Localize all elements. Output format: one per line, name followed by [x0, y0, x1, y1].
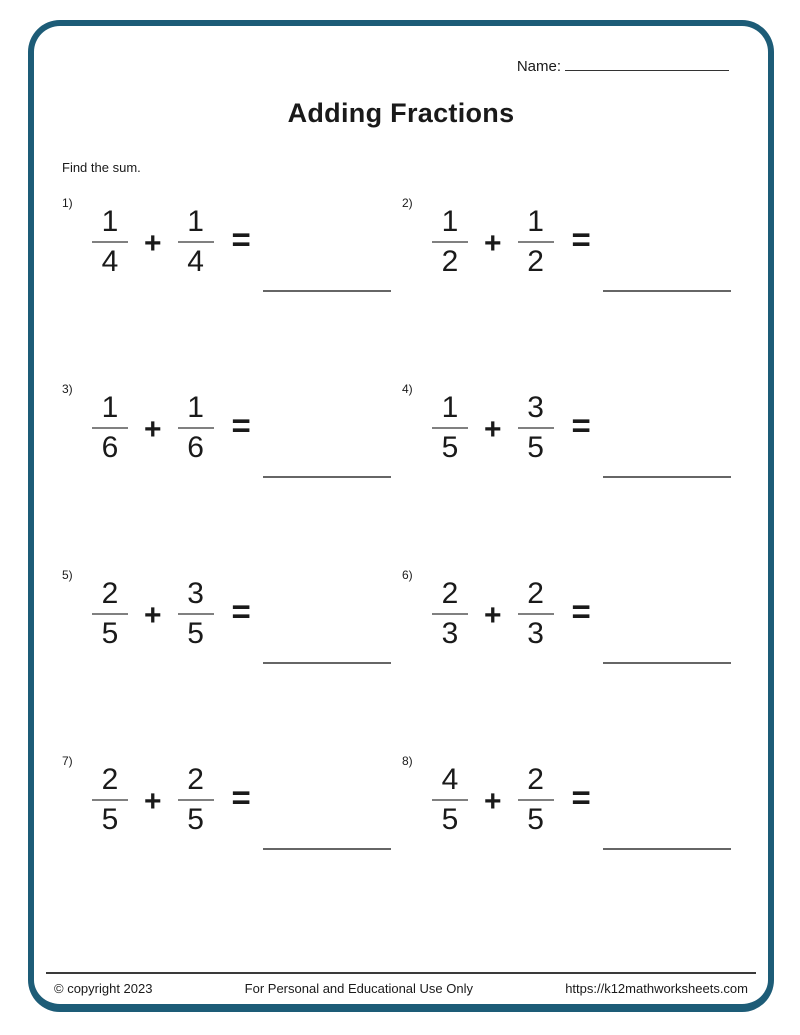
answer-blank — [263, 476, 391, 478]
equation — [88, 392, 402, 464]
plus-sign: + — [484, 599, 502, 632]
equation — [88, 578, 402, 650]
denominator: 5 — [441, 803, 459, 836]
footer-copyright: © copyright 2023 — [54, 981, 153, 996]
numerator: 2 — [527, 577, 544, 610]
equals-sign: = — [571, 407, 591, 444]
page-border-frame — [28, 20, 774, 1012]
fraction-addend-1 — [428, 206, 472, 278]
page-title: Adding Fractions — [287, 98, 515, 128]
denominator: 5 — [527, 431, 544, 464]
problem-number: 1) — [62, 196, 73, 210]
fraction-bar — [92, 613, 128, 615]
problems-grid — [62, 196, 752, 940]
numerator: 2 — [187, 763, 204, 796]
equation — [428, 206, 742, 278]
numerator: 1 — [527, 205, 544, 238]
problem-3 — [62, 382, 402, 568]
answer-blank — [603, 290, 731, 292]
denominator: 2 — [441, 245, 459, 278]
denominator: 5 — [527, 803, 544, 836]
name-row — [517, 56, 729, 76]
answer-blank — [603, 848, 731, 850]
fraction-addend-2 — [174, 392, 218, 464]
footer-usage: For Personal and Educational Use Only — [244, 981, 474, 996]
fraction-addend-1 — [428, 392, 472, 464]
equals-sign: = — [571, 779, 591, 816]
fraction-addend-1 — [88, 578, 132, 650]
fraction-bar — [518, 613, 554, 615]
problem-5 — [62, 568, 402, 754]
plus-sign: + — [484, 413, 502, 446]
footer-divider — [46, 972, 756, 974]
problem-2 — [402, 196, 742, 382]
equals-sign: = — [231, 221, 251, 258]
numerator: 4 — [441, 763, 459, 796]
numerator: 3 — [527, 391, 544, 424]
fraction-bar — [432, 427, 468, 429]
equation — [428, 578, 742, 650]
equals-sign: = — [231, 593, 251, 630]
answer-blank — [263, 662, 391, 664]
plus-sign: + — [144, 785, 162, 818]
denominator: 2 — [527, 245, 544, 278]
denominator: 4 — [101, 245, 119, 278]
instruction-text: Find the sum. — [62, 160, 141, 175]
problem-6 — [402, 568, 742, 754]
equation — [88, 764, 402, 836]
fraction-addend-1 — [428, 764, 472, 836]
equation — [428, 764, 742, 836]
fraction-addend-2 — [174, 578, 218, 650]
fraction-bar — [92, 799, 128, 801]
fraction-addend-2 — [514, 764, 558, 836]
answer-blank — [603, 476, 731, 478]
fraction-bar — [92, 241, 128, 243]
numerator: 1 — [187, 391, 204, 424]
fraction-addend-1 — [88, 764, 132, 836]
equals-sign: = — [231, 779, 251, 816]
equals-sign: = — [231, 407, 251, 444]
equals-sign: = — [571, 593, 591, 630]
numerator: 3 — [187, 577, 204, 610]
denominator: 5 — [187, 617, 204, 650]
fraction-addend-2 — [174, 764, 218, 836]
problem-number: 2) — [402, 196, 413, 210]
equals-sign: = — [571, 221, 591, 258]
problem-number: 3) — [62, 382, 73, 396]
answer-blank — [263, 848, 391, 850]
fraction-bar — [432, 799, 468, 801]
fraction-addend-2 — [514, 392, 558, 464]
fraction-bar — [518, 241, 554, 243]
equation — [428, 392, 742, 464]
problem-number: 8) — [402, 754, 413, 768]
fraction-bar — [518, 799, 554, 801]
fraction-addend-2 — [514, 578, 558, 650]
denominator: 5 — [101, 803, 119, 836]
plus-sign: + — [144, 599, 162, 632]
equation — [88, 206, 402, 278]
fraction-bar — [178, 241, 214, 243]
plus-sign: + — [144, 413, 162, 446]
numerator: 2 — [527, 763, 544, 796]
denominator: 5 — [101, 617, 119, 650]
fraction-addend-2 — [514, 206, 558, 278]
problem-1 — [62, 196, 402, 382]
numerator: 1 — [101, 205, 119, 238]
answer-blank — [603, 662, 731, 664]
fraction-bar — [178, 427, 214, 429]
footer — [46, 972, 756, 996]
name-blank-line — [565, 56, 729, 71]
problem-number: 4) — [402, 382, 413, 396]
problem-8 — [402, 754, 742, 940]
fraction-bar — [518, 427, 554, 429]
denominator: 6 — [101, 431, 119, 464]
plus-sign: + — [484, 227, 502, 260]
fraction-bar — [432, 613, 468, 615]
denominator: 4 — [187, 245, 204, 278]
name-label: Name: — [516, 58, 561, 75]
fraction-bar — [92, 427, 128, 429]
denominator: 5 — [441, 431, 459, 464]
denominator: 5 — [187, 803, 204, 836]
numerator: 1 — [441, 205, 459, 238]
fraction-bar — [178, 799, 214, 801]
denominator: 6 — [187, 431, 204, 464]
denominator: 3 — [527, 617, 544, 650]
footer-row — [46, 981, 756, 996]
footer-url: https://k12mathworksheets.com — [565, 981, 748, 996]
fraction-addend-2 — [174, 206, 218, 278]
problem-7 — [62, 754, 402, 940]
plus-sign: + — [484, 785, 502, 818]
numerator: 1 — [187, 205, 204, 238]
fraction-bar — [432, 241, 468, 243]
fraction-addend-1 — [88, 206, 132, 278]
fraction-addend-1 — [428, 578, 472, 650]
numerator: 2 — [101, 577, 119, 610]
problem-number: 7) — [62, 754, 73, 768]
problem-number: 6) — [402, 568, 413, 582]
problem-number: 5) — [62, 568, 73, 582]
plus-sign: + — [144, 227, 162, 260]
denominator: 3 — [441, 617, 459, 650]
numerator: 1 — [101, 391, 119, 424]
numerator: 1 — [441, 391, 459, 424]
fraction-addend-1 — [88, 392, 132, 464]
answer-blank — [263, 290, 391, 292]
fraction-bar — [178, 613, 214, 615]
problem-4 — [402, 382, 742, 568]
numerator: 2 — [101, 763, 119, 796]
numerator: 2 — [441, 577, 459, 610]
